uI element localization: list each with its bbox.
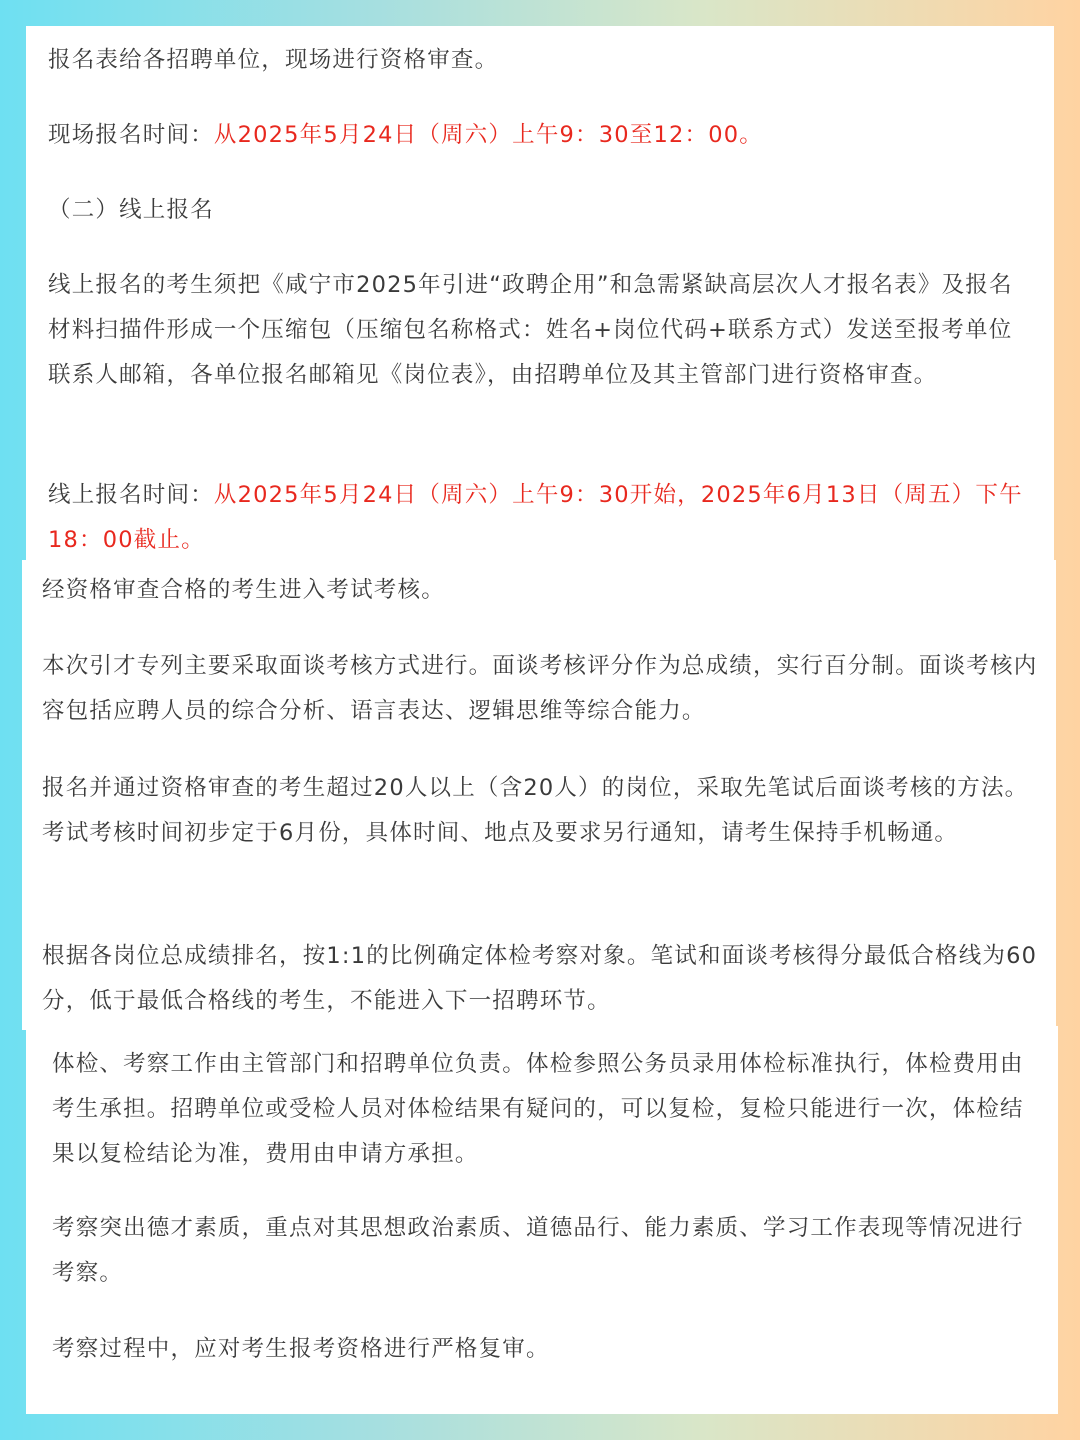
online-time-label: 线上报名时间： (48, 482, 214, 508)
paragraph-onsite-review: 报名表给各招聘单位，现场进行资格审查。 (48, 47, 499, 73)
medical-inspection-panel (26, 1026, 1058, 1414)
paragraph-interview-method: 本次引才专列主要采取面谈考核方式进行。面谈考核评分作为总成绩，实行百分制。面谈考核内容包括应聘人员的综合分析、语言表达、逻辑思维等综合能力。 (42, 653, 1038, 724)
onsite-time-label: 现场报名时间： (48, 122, 214, 148)
paragraph-online-instructions: 线上报名的考生须把《咸宁市2025年引进“政聘企用”和急需紧缺高层次人才报名表》及报名材料扫描件形成一个压缩包（压缩包名称格式：姓名+岗位代码+联系方式）发送至报考单位联系人邮箱，各单位报名邮箱见《岗位表》，由招聘单位及其主管部门进行资格审查。 (48, 272, 1013, 388)
paragraph-inspection-focus: 考察突出德才素质，重点对其思想政治素质、道德品行、能力素质、学习工作表现等情况进行考察。 (52, 1215, 1024, 1286)
paragraph-onsite-time (48, 113, 1036, 158)
paragraph-online-time (48, 473, 1036, 563)
online-time-value: 从2025年5月24日（周六）上午9：30开始，2025年6月13日（周五）下午18：00截止。 (48, 482, 1023, 553)
registration-panel (26, 26, 1054, 562)
paragraph-qualification-recheck: 考察过程中，应对考生报考资格进行严格复审。 (52, 1336, 550, 1362)
paragraph-medical-exam: 体检、考察工作由主管部门和招聘单位负责。体检参照公务员录用体检标准执行，体检费用由考生承担。招聘单位或受检人员对体检结果有疑问的，可以复检，复检只能进行一次，体检结果以复检结论为准，费用由申请方承担。 (52, 1051, 1024, 1167)
heading-online-registration: （二）线上报名 (48, 197, 214, 223)
paragraph-ranking: 根据各岗位总成绩排名，按1:1的比例确定体检考察对象。笔试和面谈考核得分最低合格线为60分，低于最低合格线的考生，不能进入下一招聘环节。 (42, 943, 1038, 1014)
exam-panel (22, 560, 1056, 1030)
onsite-time-value: 从2025年5月24日（周六）上午9：30至12：00。 (213, 122, 763, 148)
paragraph-written-test: 报名并通过资格审查的考生超过20人以上（含20人）的岗位，采取先笔试后面谈考核的方法。考试考核时间初步定于6月份，具体时间、地点及要求另行通知，请考生保持手机畅通。 (42, 775, 1029, 846)
paragraph-exam-entry: 经资格审查合格的考生进入考试考核。 (42, 577, 445, 603)
